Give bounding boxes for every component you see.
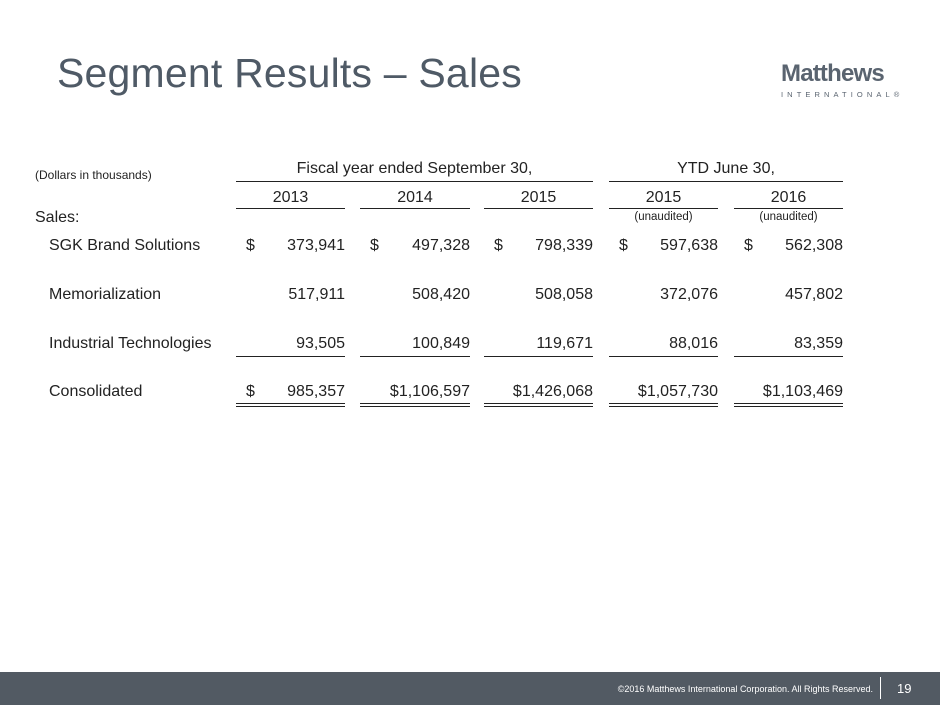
cell-value: $1,106,597	[389, 383, 470, 400]
table-cell	[370, 335, 470, 355]
unaudited-note: (unaudited)	[759, 211, 818, 223]
row-label: Consolidated	[49, 383, 143, 400]
year-header: 2015	[645, 189, 682, 206]
matthews-logo	[781, 60, 904, 99]
currency-symbol: $	[494, 237, 503, 254]
cell-value: 457,802	[785, 286, 843, 303]
cell-value: 100,849	[412, 335, 470, 352]
subtotal-rule	[734, 356, 843, 357]
cell-value: 985,357	[287, 383, 345, 400]
year-header: 2016	[770, 189, 807, 206]
cell-value: 517,911	[288, 286, 345, 303]
table-cell	[494, 237, 593, 257]
currency-symbol: $	[246, 383, 255, 400]
group-header-fiscal: Fiscal year ended September 30,	[296, 160, 533, 177]
cell-value: $1,057,730	[637, 383, 718, 400]
cell-value: 508,058	[535, 286, 593, 303]
table-cell	[744, 335, 843, 355]
total-rule-bottom	[236, 406, 345, 407]
table-cell	[744, 286, 843, 306]
year-header: 2013	[272, 189, 309, 206]
table-cell	[370, 286, 470, 306]
cell-value: 798,339	[535, 237, 593, 254]
currency-symbol: $	[619, 237, 628, 254]
currency-symbol: $	[744, 237, 753, 254]
table-cell	[370, 383, 470, 403]
table-cell	[619, 335, 718, 355]
table-cell	[494, 383, 593, 403]
year-rule	[609, 208, 718, 209]
total-rule-top	[360, 403, 470, 404]
year-rule	[484, 208, 593, 209]
total-rule-top	[609, 403, 718, 404]
year-rule	[734, 208, 843, 209]
logo-wordmark: Matthews	[781, 60, 884, 87]
table-cell	[619, 286, 718, 306]
logo-subtitle: INTERNATIONAL®	[781, 90, 904, 99]
group-rule-fiscal	[236, 181, 593, 182]
subtotal-rule	[360, 356, 470, 357]
table-cell	[246, 286, 345, 306]
subtotal-rule	[484, 356, 593, 357]
section-label-sales: Sales:	[35, 209, 80, 226]
subtotal-rule	[236, 356, 345, 357]
group-rule-ytd	[609, 181, 843, 182]
footer-bar	[0, 672, 940, 705]
cell-value: 88,016	[669, 335, 718, 352]
cell-value: 497,328	[412, 237, 470, 254]
table-cell	[494, 286, 593, 306]
total-rule-bottom	[484, 406, 593, 407]
year-rule	[360, 208, 470, 209]
cell-value: 562,308	[785, 237, 843, 254]
total-rule-bottom	[734, 406, 843, 407]
table-cell	[619, 237, 718, 257]
row-label: SGK Brand Solutions	[49, 237, 201, 254]
table-cell	[370, 237, 470, 257]
cell-value: 372,076	[660, 286, 718, 303]
footer-divider	[880, 677, 881, 699]
cell-value: 597,638	[660, 237, 718, 254]
currency-symbol: $	[246, 237, 255, 254]
row-label: Memorialization	[49, 286, 162, 303]
slide-title: Segment Results – Sales	[57, 50, 522, 96]
cell-value: 508,420	[412, 286, 470, 303]
subtotal-rule	[609, 356, 718, 357]
year-header: 2014	[397, 189, 433, 206]
total-rule-top	[734, 403, 843, 404]
cell-value: 93,505	[296, 335, 345, 352]
total-rule-bottom	[609, 406, 718, 407]
group-header-ytd: YTD June 30,	[677, 160, 775, 177]
currency-symbol: $	[370, 237, 379, 254]
table-cell	[494, 335, 593, 355]
table-note: (Dollars in thousands)	[35, 168, 152, 182]
total-rule-top	[484, 403, 593, 404]
total-rule-top	[236, 403, 345, 404]
cell-value: $1,103,469	[762, 383, 843, 400]
cell-value: 83,359	[794, 335, 843, 352]
table-cell	[246, 237, 345, 257]
cell-value: 373,941	[287, 237, 345, 254]
table-cell	[246, 383, 345, 403]
year-header: 2015	[520, 189, 557, 206]
unaudited-note: (unaudited)	[634, 211, 693, 223]
table-cell	[744, 383, 843, 403]
table-cell	[619, 383, 718, 403]
table-cell	[246, 335, 345, 355]
page-number: 19	[897, 681, 912, 696]
total-rule-bottom	[360, 406, 470, 407]
table-cell	[744, 237, 843, 257]
year-rule	[236, 208, 345, 209]
cell-value: 119,671	[536, 335, 593, 352]
row-label: Industrial Technologies	[49, 335, 212, 352]
cell-value: $1,426,068	[512, 383, 593, 400]
copyright-text: ©2016 Matthews International Corporation. All Rights Reserved.	[617, 684, 873, 694]
